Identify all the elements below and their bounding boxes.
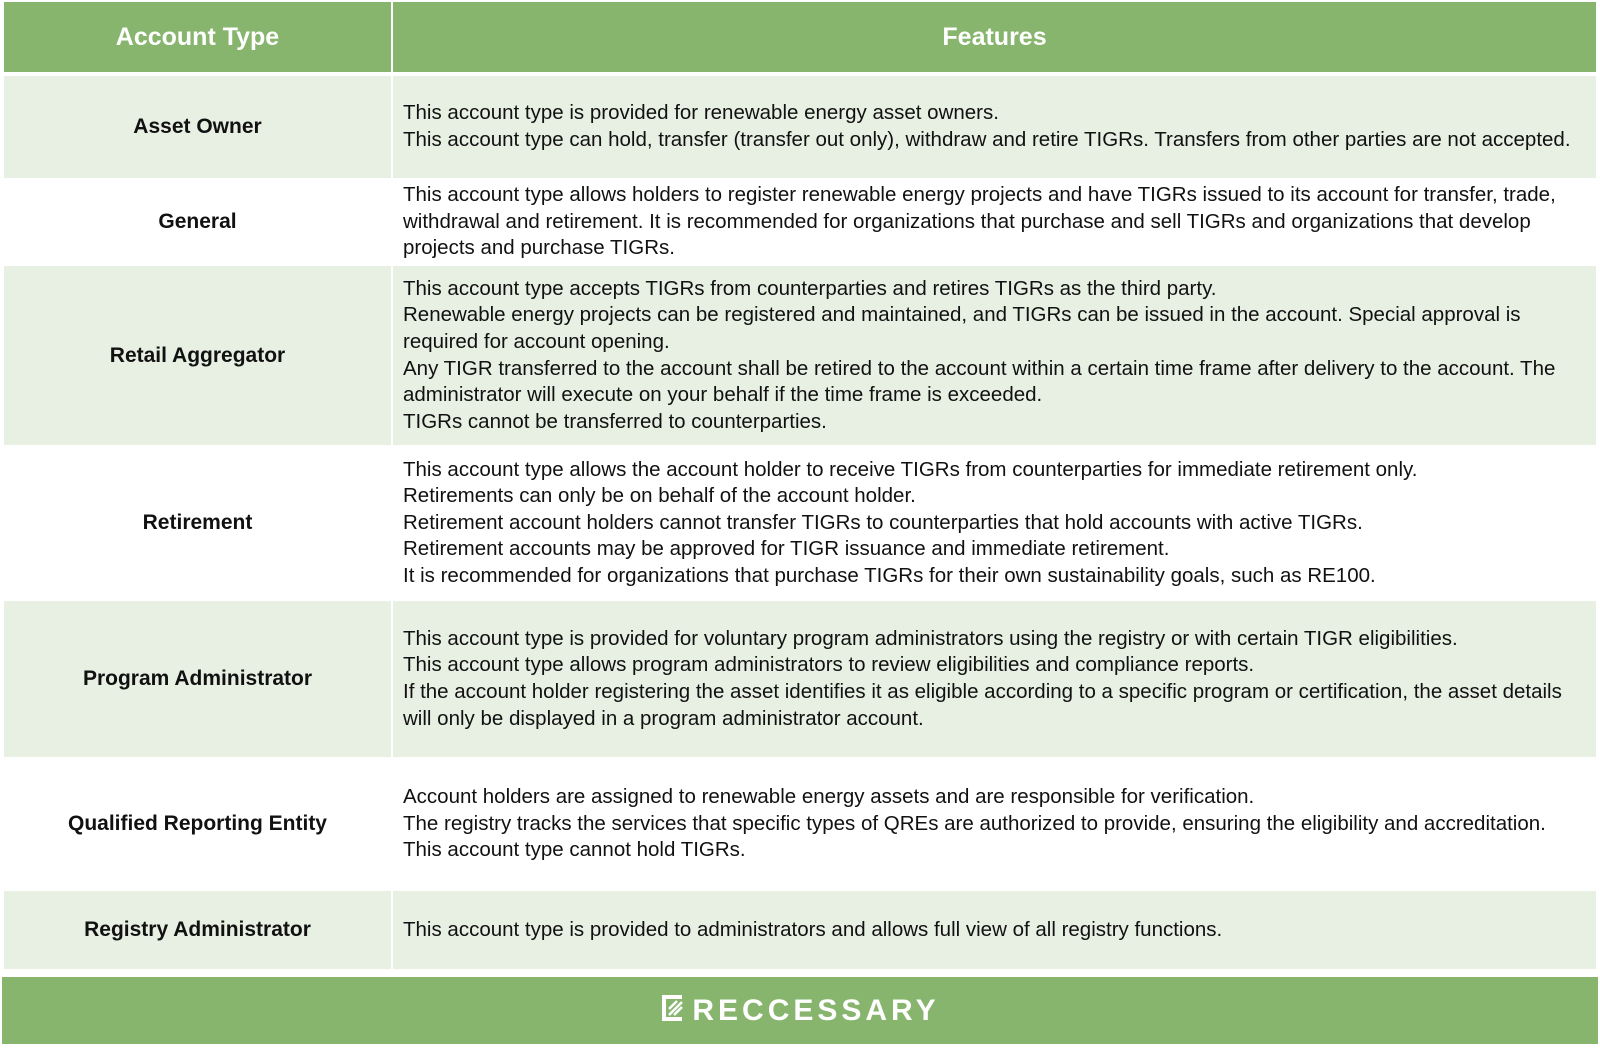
feature-line: The registry tracks the services that specific types of QREs are authorized to provide, ensuring the eligibility and accreditation. <box>403 811 1546 835</box>
features-cell <box>393 601 1596 757</box>
features-cell <box>393 178 1596 266</box>
features-cell <box>393 757 1596 891</box>
reccessary-logo-icon <box>660 993 686 1028</box>
feature-line: Account holders are assigned to renewable energy assets and are responsible for verification. <box>403 785 1255 809</box>
feature-line: If the account holder registering the asset identifies it as eligible according to a specific program or certification, the asset details will only be displayed in a program administrator account. <box>403 680 1562 730</box>
features-cell <box>393 445 1596 601</box>
feature-line: Retirements can only be on behalf of the account holder. <box>403 484 916 508</box>
table-row <box>4 445 1596 601</box>
table-row <box>4 76 1596 178</box>
feature-line: Renewable energy projects can be registered and maintained, and TIGRs can be issued in the account. Special approval is required for account opening. <box>403 303 1521 353</box>
feature-line: This account type allows program administrators to review eligibilities and compliance reports. <box>403 653 1255 677</box>
table-row <box>4 178 1596 266</box>
brand-logo <box>660 993 939 1028</box>
account-type-cell: Retail Aggregator <box>4 266 391 445</box>
table-row <box>4 266 1596 445</box>
table-row <box>4 757 1596 891</box>
feature-line: Any TIGR transferred to the account shall be retired to the account within a certain time frame after delivery to the account. The administrator will execute on your behalf if the time frame is exceeded. <box>403 356 1556 407</box>
feature-line: This account type accepts TIGRs from counterparties and retires TIGRs as the third party. <box>403 276 1217 300</box>
features-cell <box>393 266 1596 445</box>
feature-line: Retirement account holders cannot transfer TIGRs to counterparties that hold accounts with active TIGRs. <box>403 510 1363 534</box>
feature-line: TIGRs cannot be transferred to counterparties. <box>403 409 827 433</box>
feature-line: It is recommended for organizations that purchase TIGRs for their own sustainability goals, such as RE100. <box>403 563 1376 587</box>
account-types-table <box>2 2 1598 969</box>
table-row <box>4 601 1596 757</box>
feature-line: This account type can hold, transfer (transfer out only), withdraw and retire TIGRs. Transfers from other parties are not accepted. <box>403 128 1571 151</box>
account-type-cell: Program Administrator <box>4 601 391 757</box>
feature-line: This account type is provided to administrators and allows full view of all registry functions. <box>403 917 1223 941</box>
account-type-cell: Retirement <box>4 445 391 601</box>
footer-banner <box>2 977 1598 1044</box>
table-header-row <box>4 2 1596 76</box>
account-type-cell: Asset Owner <box>4 76 391 178</box>
account-type-cell: Registry Administrator <box>4 891 391 969</box>
features-cell <box>393 891 1596 969</box>
features-cell <box>393 76 1596 178</box>
account-type-cell: Qualified Reporting Entity <box>4 757 391 891</box>
feature-line: This account type cannot hold TIGRs. <box>403 838 746 862</box>
table-row <box>4 891 1596 969</box>
feature-line: This account type is provided for renewable energy asset owners. <box>403 101 999 125</box>
header-features: Features <box>393 2 1596 76</box>
feature-line: This account type allows holders to register renewable energy projects and have TIGRs issued to its account for transfer, trade, withdrawal and retirement. It is recommended for organizations that purchase and sell TIGRs and organizations that develop projects and purchase TIGRs. <box>403 183 1556 260</box>
feature-line: This account type is provided for voluntary program administrators using the registry or with certain TIGR eligibilities. <box>403 626 1458 650</box>
header-account-type: Account Type <box>4 2 391 76</box>
feature-line: Retirement accounts may be approved for TIGR issuance and immediate retirement. <box>403 537 1170 561</box>
brand-name: RECCESSARY <box>692 993 940 1027</box>
feature-line: This account type allows the account holder to receive TIGRs from counterparties for immediate retirement only. <box>403 457 1418 481</box>
account-type-cell: General <box>4 178 391 266</box>
